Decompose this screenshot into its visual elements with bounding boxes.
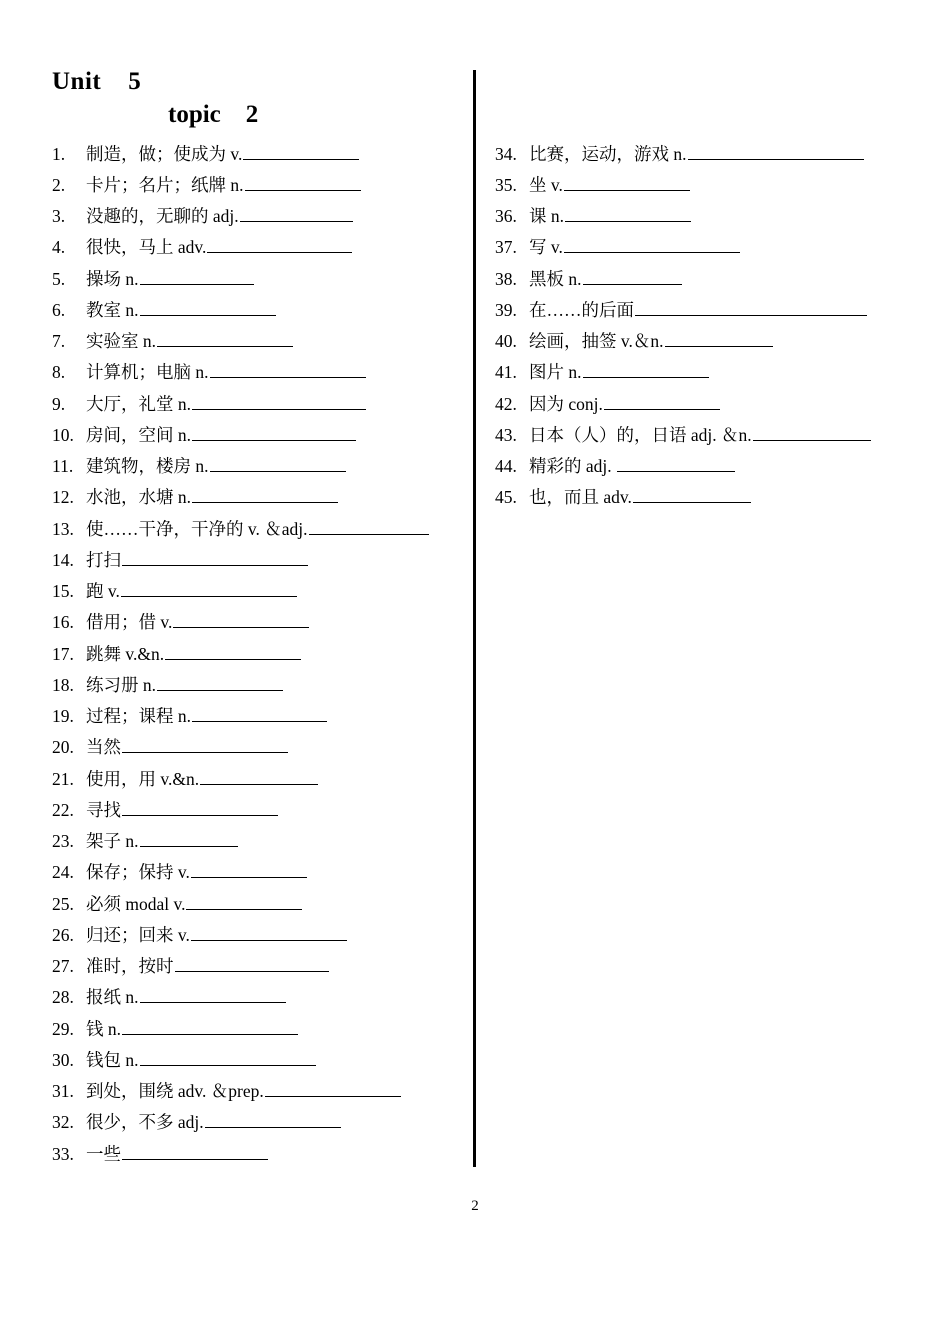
item-number: 2. [52,174,66,195]
item-prompt: 跑 v. [86,581,120,601]
answer-blank[interactable] [191,922,347,941]
topic-title: topic 2 [168,101,259,128]
item-number: 44. [495,456,517,476]
item-prompt: 操场 n. [86,268,139,289]
item-number: 43. [495,424,517,445]
item-prompt: 准时，按时 [86,956,174,976]
item-prompt: 比赛，运动，游戏 n. [529,143,687,164]
item-prompt: 教室 n. [86,299,139,320]
item-prompt: 日本（人）的，日语 adj. ＆n. [529,424,752,445]
answer-blank[interactable] [583,266,682,285]
item-prompt-wrap [86,483,338,511]
item-prompt-wrap [86,796,278,824]
item-number: 35. [495,174,517,195]
item-number: 32. [52,1112,74,1133]
item-prompt-wrap [529,358,709,386]
item-number: 25. [52,893,74,914]
unit-title: Unit 5 [52,68,142,95]
answer-blank[interactable] [635,297,867,316]
answer-blank[interactable] [617,453,735,472]
answer-blank[interactable] [604,391,720,410]
item-prompt-wrap [529,233,740,261]
item-number: 16. [52,612,74,633]
item-prompt-wrap [86,1077,401,1105]
item-prompt: 实验室 n. [86,331,156,351]
item-number: 14. [52,549,74,570]
answer-blank[interactable] [564,234,740,253]
item-number: 29. [52,1018,74,1039]
answer-blank[interactable] [265,1078,401,1097]
item-number: 34. [495,143,517,164]
item-prompt-wrap [86,546,308,574]
item-prompt-wrap [86,577,297,605]
answer-blank[interactable] [192,391,366,410]
column-divider [473,70,476,1167]
item-number: 8. [52,362,66,383]
item-number: 28. [52,987,74,1008]
item-prompt-wrap [529,452,735,480]
item-number: 26. [52,924,74,945]
item-prompt-wrap [86,1046,316,1074]
answer-blank[interactable] [192,703,327,722]
item-prompt: 在……的后面 [529,299,634,320]
answer-blank[interactable] [140,266,254,285]
answer-blank[interactable] [157,672,283,691]
answer-blank[interactable] [165,641,301,660]
item-prompt-wrap [86,671,283,699]
item-prompt: 很少，不多 adj. [86,1112,204,1133]
answer-blank[interactable] [309,516,429,535]
item-number: 7. [52,331,66,351]
page-number: 2 [471,1198,479,1214]
item-prompt-wrap [529,140,864,168]
item-number: 37. [495,237,517,258]
item-prompt: 大厅，礼堂 n. [86,393,191,414]
item-number: 30. [52,1049,74,1070]
item-prompt: 跳舞 v.&n. [86,643,165,664]
answer-blank[interactable] [140,984,286,1003]
item-prompt-wrap [86,421,356,449]
item-number: 31. [52,1081,74,1101]
item-prompt-wrap [86,702,327,730]
item-prompt: 过程；课程 n. [86,706,191,726]
item-prompt-wrap [86,1015,298,1043]
item-number: 5. [52,268,66,289]
answer-blank[interactable] [665,328,773,347]
answer-blank[interactable] [122,547,308,566]
item-number: 21. [52,768,74,789]
item-number: 19. [52,706,74,726]
item-prompt-wrap [86,265,254,293]
item-prompt: 制造，做；使成为 v. [86,143,243,164]
item-prompt-wrap [86,765,318,793]
item-prompt: 卡片；名片；纸牌 n. [86,174,244,195]
item-number: 45. [495,487,517,508]
item-prompt-wrap [529,296,867,324]
item-prompt: 寻找 [86,799,121,820]
item-prompt: 精彩的 adj. [529,456,617,476]
item-prompt: 房间，空间 n. [86,424,191,445]
item-number: 4. [52,237,66,258]
item-prompt: 图片 n. [529,362,582,383]
answer-blank[interactable] [207,234,352,253]
answer-blank[interactable] [157,328,293,347]
item-prompt-wrap [86,858,307,886]
answer-blank[interactable] [192,422,356,441]
item-number: 23. [52,831,74,851]
item-prompt: 写 v. [529,237,563,258]
item-number: 18. [52,674,74,695]
answer-blank[interactable] [200,766,318,785]
item-prompt-wrap [86,1108,341,1136]
answer-blank[interactable] [122,1141,268,1160]
item-prompt: 钱 n. [86,1018,121,1039]
item-prompt: 黑板 n. [529,268,582,289]
item-number: 13. [52,518,74,539]
answer-blank[interactable] [753,422,871,441]
item-prompt-wrap [86,452,346,480]
item-prompt-wrap [86,140,359,168]
item-prompt: 水池，水塘 n. [86,487,191,508]
item-prompt: 钱包 n. [86,1049,139,1070]
answer-blank[interactable] [140,1047,316,1066]
answer-blank[interactable] [191,859,307,878]
item-prompt: 打扫 [86,549,121,570]
item-number: 39. [495,299,517,320]
item-prompt-wrap [86,608,309,636]
item-prompt-wrap [86,890,302,918]
item-prompt-wrap [86,921,347,949]
item-prompt-wrap [86,952,329,980]
answer-blank[interactable] [192,484,338,503]
item-prompt: 使用，用 v.&n. [86,768,200,789]
answer-blank[interactable] [240,203,353,222]
answer-blank[interactable] [175,953,329,972]
item-number: 42. [495,393,517,414]
item-prompt-wrap [86,983,286,1011]
answer-blank[interactable] [173,609,309,628]
item-number: 22. [52,799,74,820]
item-number: 6. [52,299,66,320]
answer-blank[interactable] [140,828,238,847]
item-prompt: 使……干净，干净的 v. ＆adj. [86,518,308,539]
item-prompt: 也，而且 adv. [529,487,632,508]
item-prompt: 坐 v. [529,174,563,195]
item-prompt-wrap [86,233,352,261]
item-prompt: 课 n. [529,206,564,226]
item-prompt: 保存；保持 v. [86,862,190,883]
item-prompt-wrap [529,483,751,511]
item-prompt: 很快，马上 adv. [86,237,207,258]
item-prompt: 因为 conj. [529,393,603,414]
item-prompt-wrap [86,827,238,855]
item-prompt: 归还；回来 v. [86,924,190,945]
answer-blank[interactable] [140,297,276,316]
item-prompt-wrap [86,390,366,418]
item-prompt: 当然 [86,737,121,758]
item-number: 38. [495,268,517,289]
item-number: 10. [52,424,74,445]
item-prompt-wrap [86,733,288,761]
answer-blank[interactable] [122,734,288,753]
item-number: 12. [52,487,74,508]
item-prompt: 没趣的，无聊的 adj. [86,206,239,226]
item-number: 36. [495,206,517,226]
item-number: 1. [52,143,66,164]
answer-blank[interactable] [210,359,366,378]
item-prompt-wrap [529,390,720,418]
item-number: 3. [52,206,66,226]
item-prompt-wrap [529,265,682,293]
item-number: 17. [52,643,74,664]
item-number: 9. [52,393,66,414]
item-prompt: 建筑物，楼房 n. [86,456,209,476]
answer-blank[interactable] [121,578,297,597]
item-prompt: 借用；借 v. [86,612,173,633]
item-prompt-wrap [86,515,429,543]
item-number: 27. [52,956,74,976]
item-prompt-wrap [86,296,276,324]
answer-blank[interactable] [633,484,751,503]
item-prompt-wrap [86,202,353,230]
item-prompt: 计算机；电脑 n. [86,362,209,383]
item-number: 20. [52,737,74,758]
item-number: 15. [52,581,74,601]
item-prompt: 必须 modal v. [86,893,186,914]
item-prompt-wrap [86,327,293,355]
answer-blank[interactable] [122,797,278,816]
answer-blank[interactable] [186,891,302,910]
item-number: 11. [52,456,74,476]
item-number: 24. [52,862,74,883]
answer-blank[interactable] [583,359,709,378]
answer-blank[interactable] [243,141,359,160]
answer-blank[interactable] [245,172,361,191]
item-prompt: 练习册 n. [86,674,156,695]
item-prompt-wrap [529,171,690,199]
item-prompt-wrap [86,171,361,199]
answer-blank[interactable] [565,203,691,222]
item-prompt: 报纸 n. [86,987,139,1008]
item-number: 41. [495,362,517,383]
answer-blank[interactable] [205,1109,341,1128]
answer-blank[interactable] [564,172,690,191]
item-prompt: 架子 n. [86,831,139,851]
item-prompt-wrap [529,327,773,355]
item-number: 40. [495,331,517,351]
item-prompt-wrap [529,202,691,230]
item-prompt: 一些 [86,1143,121,1164]
item-prompt-wrap [86,640,301,668]
answer-blank[interactable] [122,1016,298,1035]
item-prompt: 到处，围绕 adv. ＆prep. [86,1081,264,1101]
item-prompt-wrap [86,358,366,386]
answer-blank[interactable] [210,453,346,472]
item-prompt-wrap [529,421,871,449]
item-prompt-wrap [86,1140,268,1168]
item-number: 33. [52,1143,74,1164]
answer-blank[interactable] [688,141,864,160]
item-prompt: 绘画，抽签 v.＆n. [529,331,664,351]
